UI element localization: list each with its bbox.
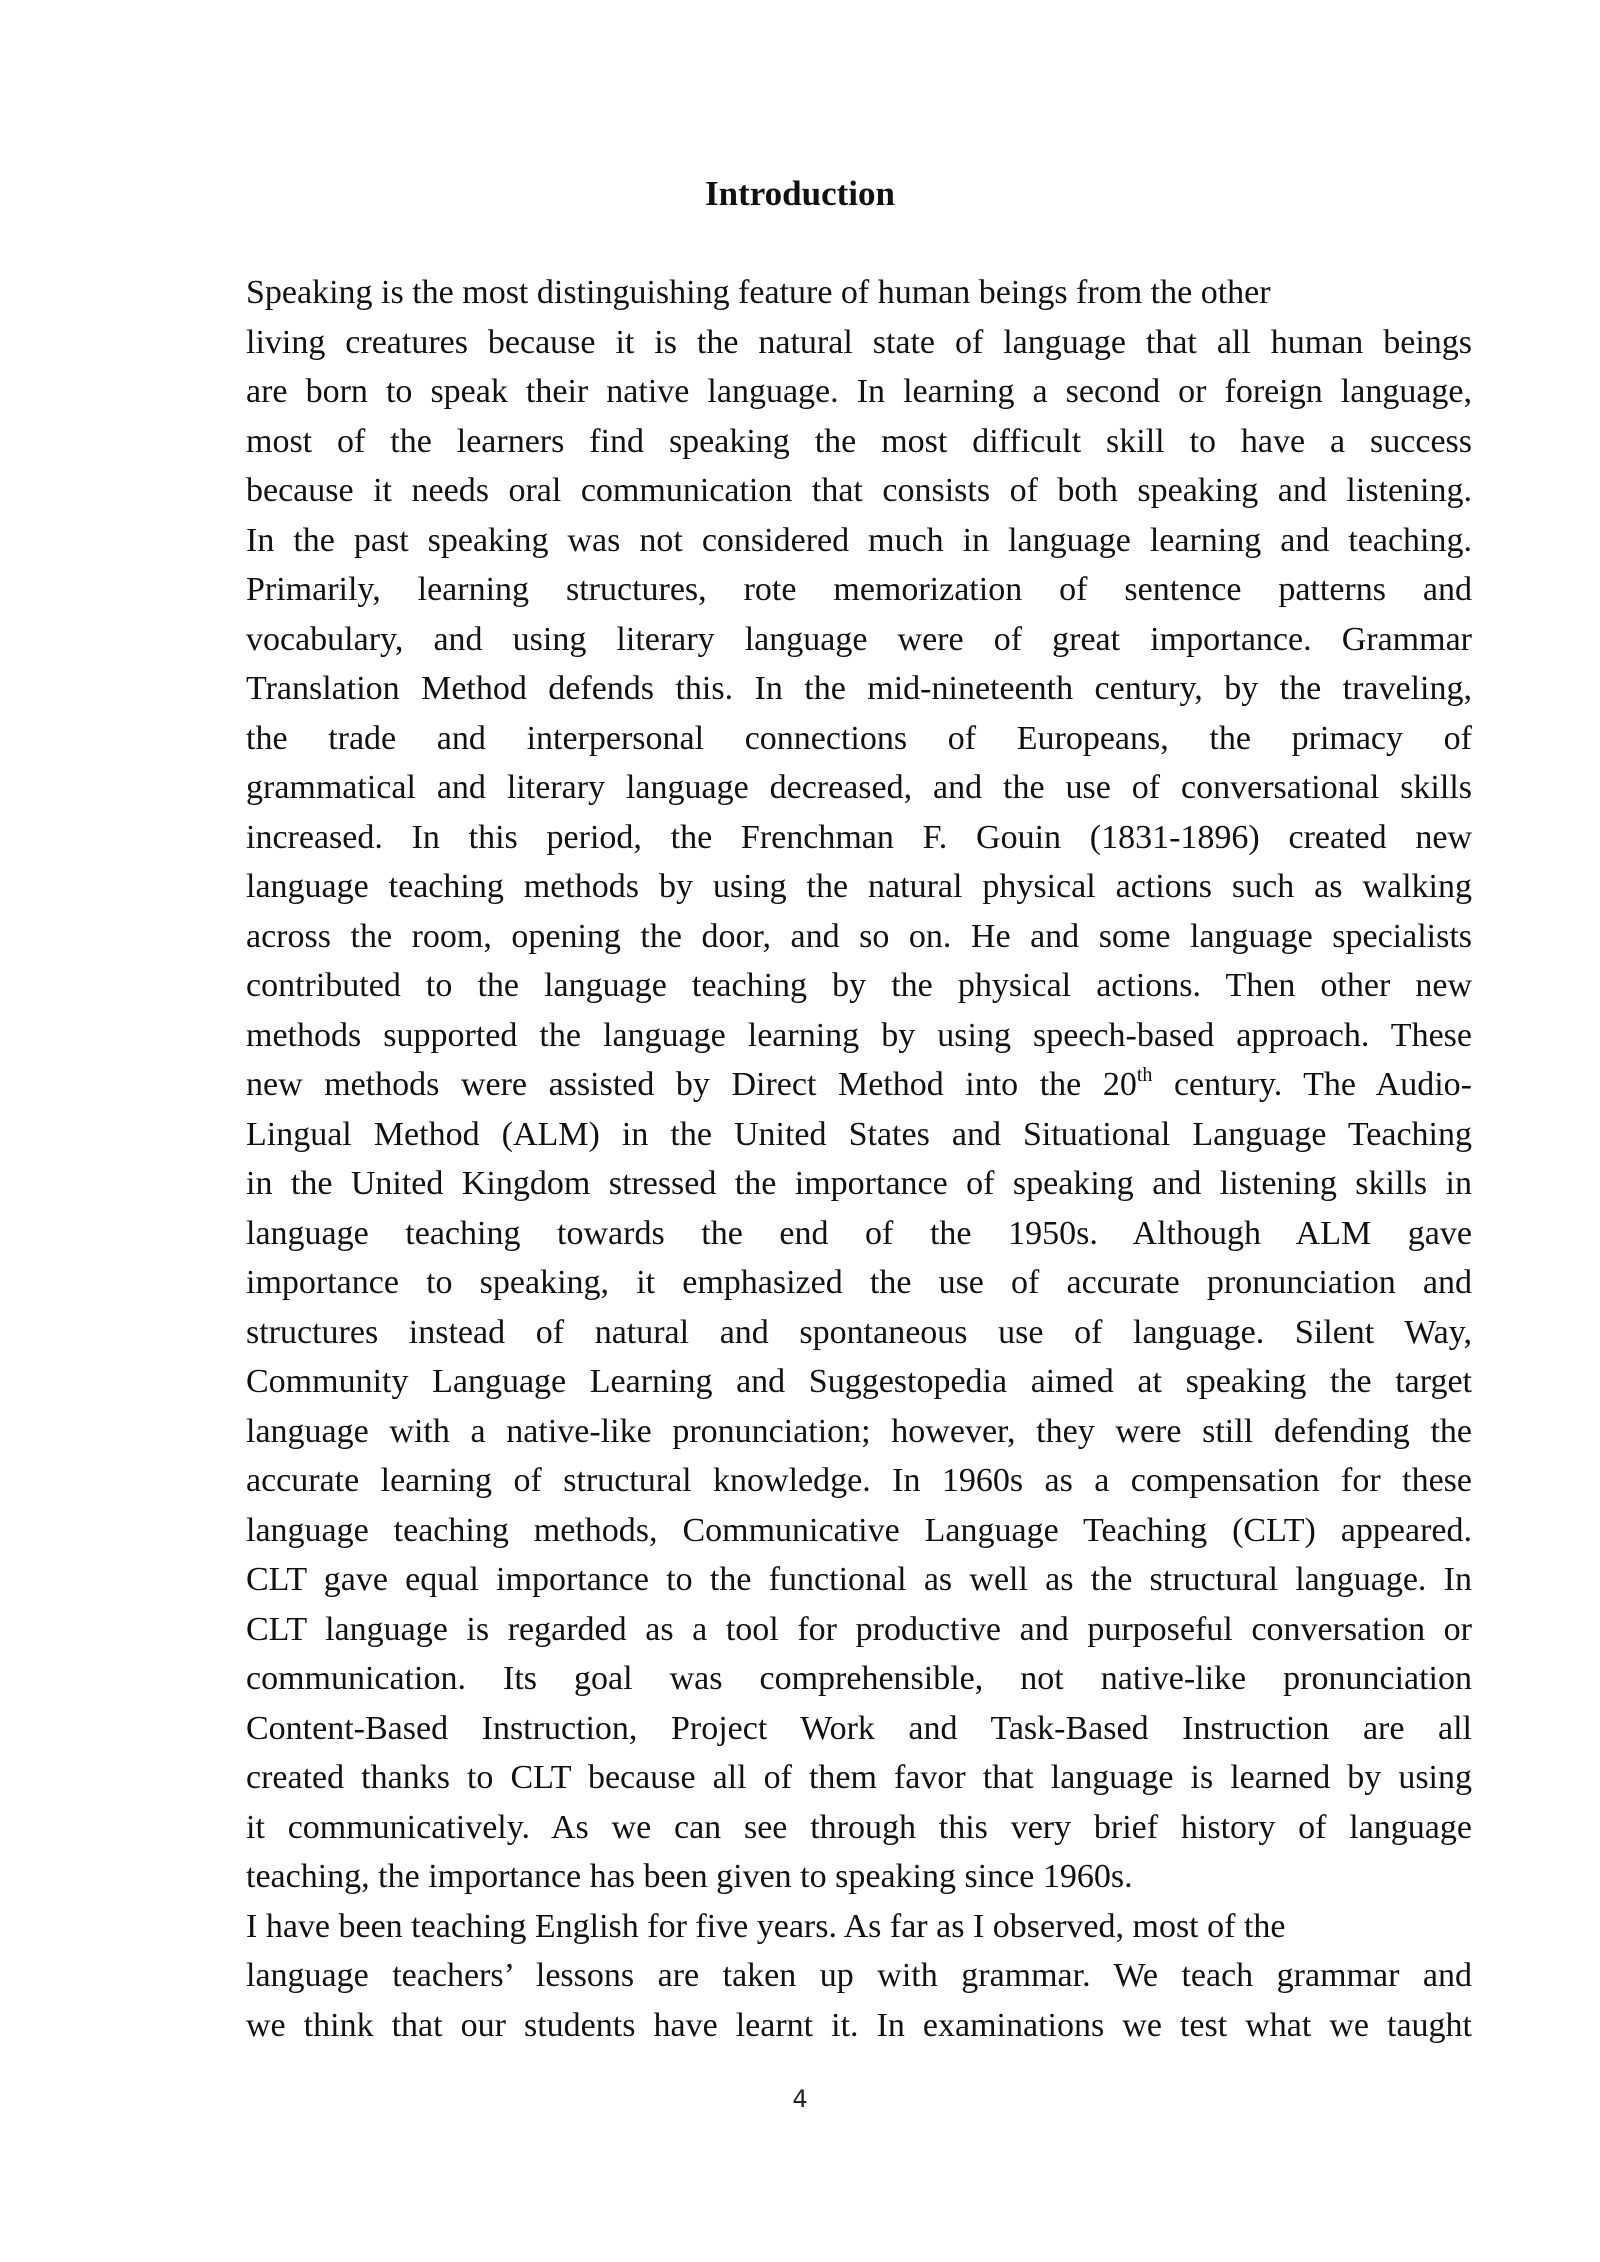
text-line: it communicatively. As we can see through this very brief history of language xyxy=(246,1808,1472,1846)
text-line: Translation Method defends this. In the mid-nineteenth century, by the traveling, xyxy=(246,670,1472,707)
text-line: language with a native-like pronunciation; however, they were still defending the xyxy=(246,1412,1472,1450)
text-line: communication. Its goal was comprehensible, not native-like pronunciation xyxy=(246,1660,1472,1697)
text-line: increased. In this period, the Frenchman F. Gouin (1831-1896) created new xyxy=(246,818,1472,856)
text-line: contributed to the language teaching by the physical actions. Then other new xyxy=(246,967,1472,1004)
text-line: vocabulary, and using literary language were of great importance. Grammar xyxy=(246,620,1472,658)
text-line: created thanks to CLT because all of them favor that language is learned by using xyxy=(246,1759,1472,1796)
text-line: language teaching methods, Communicative Language Teaching (CLT) appeared. xyxy=(246,1511,1472,1549)
text-line: across the room, opening the door, and so on. He and some language specialists xyxy=(246,917,1472,955)
section-heading: Introduction xyxy=(705,174,895,213)
text-line: Primarily, learning structures, rote memorization of sentence patterns and xyxy=(246,571,1472,608)
text-line: accurate learning of structural knowledge. In 1960s as a compensation for these xyxy=(246,1462,1472,1499)
text-line: structures instead of natural and spontaneous use of language. Silent Way, xyxy=(246,1313,1472,1351)
text-line xyxy=(246,1060,1472,1110)
body-text xyxy=(246,268,1472,2050)
text-segment: century. The Audio- xyxy=(1152,1066,1472,1103)
text-line: Community Language Learning and Suggestopedia aimed at speaking the target xyxy=(246,1363,1472,1400)
text-line: importance to speaking, it emphasized the use of accurate pronunciation and xyxy=(246,1264,1472,1301)
text-line: CLT language is regarded as a tool for productive and purposeful conversation or xyxy=(246,1610,1472,1648)
text-line: Speaking is the most distinguishing feature of human beings from the other xyxy=(246,274,1271,311)
text-line: CLT gave equal importance to the functional as well as the structural language. In xyxy=(246,1561,1472,1598)
text-line: language teaching towards the end of the 1950s. Although ALM gave xyxy=(246,1214,1472,1252)
text-line: most of the learners find speaking the most difficult skill to have a success xyxy=(246,422,1472,460)
text-line: language teaching methods by using the natural physical actions such as walking xyxy=(246,868,1472,905)
text-line: the trade and interpersonal connections of Europeans, the primacy of xyxy=(246,719,1472,757)
text-line: I have been teaching English for five years. As far as I observed, most of the xyxy=(246,1907,1286,1945)
text-line: because it needs oral communication that consists of both speaking and listening. xyxy=(246,472,1472,509)
text-segment: new methods were assisted by Direct Method into the 20 xyxy=(246,1066,1137,1103)
text-line: Content-Based Instruction, Project Work and Task-Based Instruction are all xyxy=(246,1709,1472,1747)
superscript: th xyxy=(1136,1064,1153,1086)
text-line: living creatures because it is the natural state of language that all human beings xyxy=(246,323,1472,361)
text-line: Lingual Method (ALM) in the United States and Situational Language Teaching xyxy=(246,1115,1472,1153)
text-line: grammatical and literary language decreased, and the use of conversational skills xyxy=(246,769,1472,806)
text-line: teaching, the importance has been given to speaking since 1960s. xyxy=(246,1858,1133,1895)
text-line: methods supported the language learning by using speech-based approach. These xyxy=(246,1016,1472,1054)
text-line: In the past speaking was not considered much in language learning and teaching. xyxy=(246,521,1472,559)
page-number: 4 xyxy=(792,2085,808,2113)
text-line: in the United Kingdom stressed the importance of speaking and listening skills in xyxy=(246,1165,1472,1202)
text-line: language teachers’ lessons are taken up with grammar. We teach grammar and xyxy=(246,1957,1472,1994)
text-line: we think that our students have learnt it. In examinations we test what we taught xyxy=(246,2006,1472,2044)
text-line: are born to speak their native language. In learning a second or foreign language, xyxy=(246,373,1472,410)
